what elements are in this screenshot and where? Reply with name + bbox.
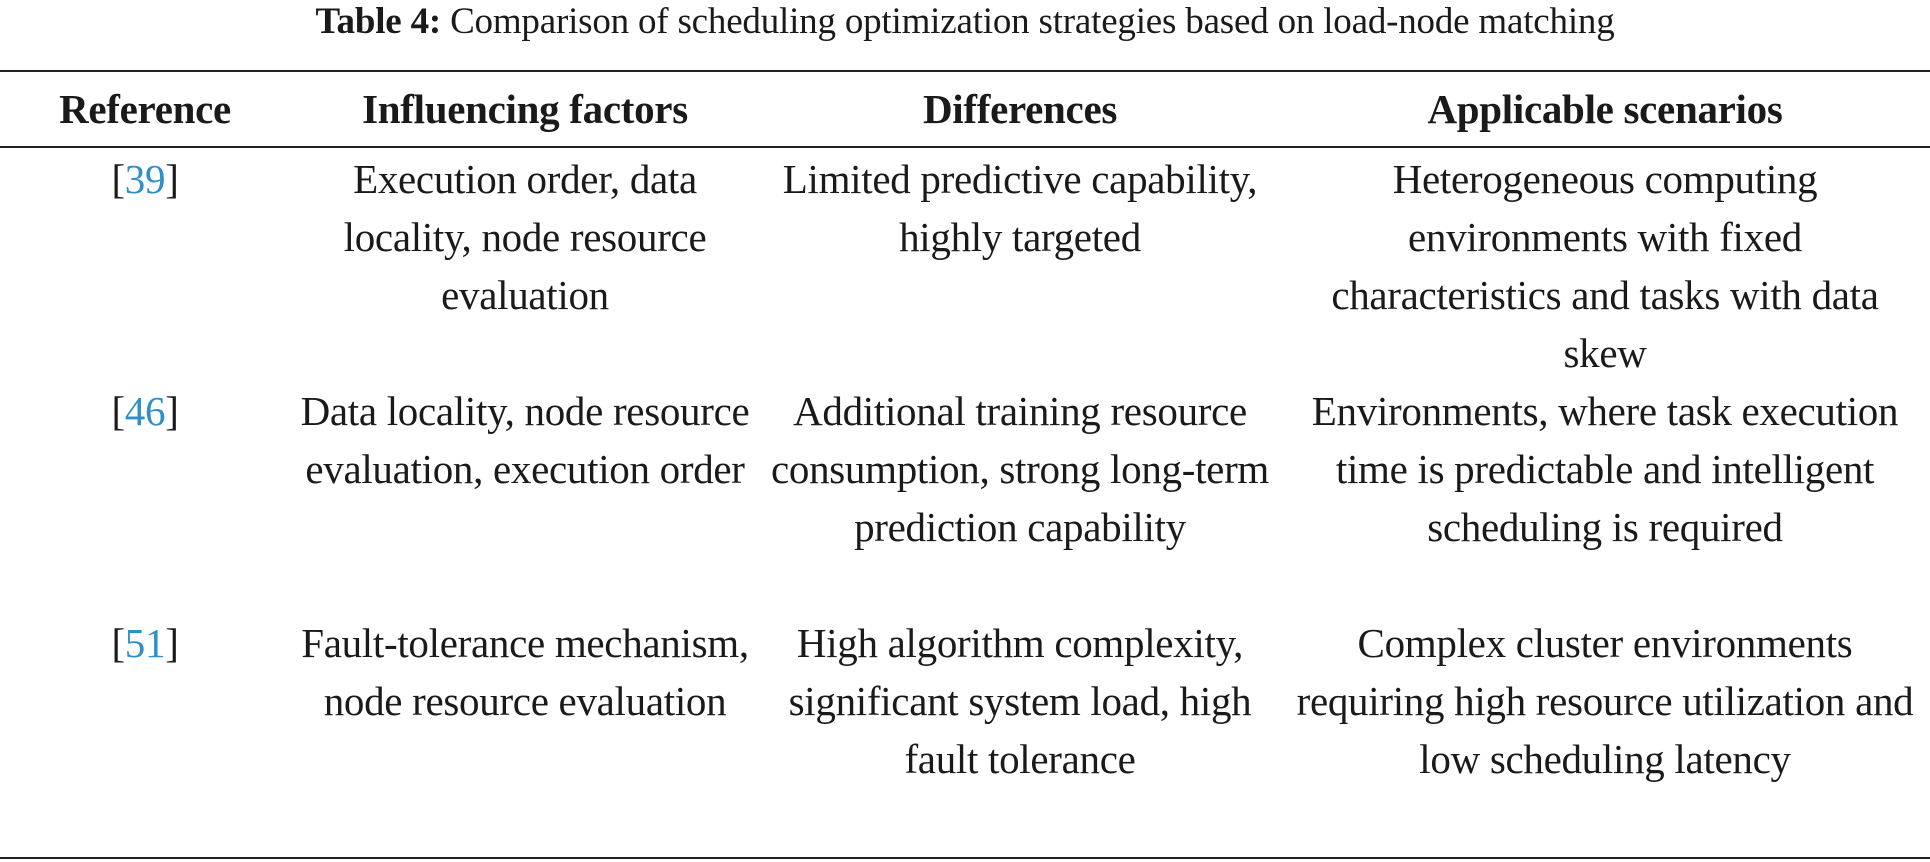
table-row — [0, 146, 1930, 382]
applicable-scenarios-text: Complex cluster environments requiring high resource utilization and low scheduling latency — [1296, 620, 1914, 782]
table-caption — [0, 0, 1930, 44]
header-reference: Reference — [59, 86, 231, 132]
table-caption-text: Comparison of scheduling optimization strategies based on load-node matching — [450, 1, 1615, 42]
differences-text: Additional training resource consumption, strong long-term prediction capability — [770, 388, 1270, 550]
comparison-table — [0, 72, 1930, 846]
applicable-scenarios-text: Heterogeneous computing environments with fixed characteristics and tasks with data skew — [1331, 156, 1879, 376]
applicable-scenarios-cell — [1280, 146, 1930, 382]
influencing-factors-cell — [290, 382, 760, 614]
influencing-factors-text: Execution order, data locality, node resource evaluation — [343, 156, 707, 318]
influencing-factors-cell — [290, 614, 760, 846]
applicable-scenarios-cell — [1280, 382, 1930, 614]
influencing-factors-cell — [290, 146, 760, 382]
header-influencing-factors: Influencing factors — [362, 86, 688, 132]
ref-open-bracket: [ — [111, 620, 125, 666]
applicable-scenarios-text: Environments, where task execution time is predictable and intelligent scheduling is required — [1311, 388, 1899, 550]
ref-close-bracket: ] — [165, 620, 179, 666]
differences-cell — [760, 382, 1280, 614]
table-caption-label: Table 4: — [315, 1, 442, 42]
reference-cell — [0, 146, 290, 382]
applicable-scenarios-cell — [1280, 614, 1930, 846]
influencing-factors-text: Data locality, node resource evaluation, execution order — [300, 388, 750, 492]
ref-close-bracket: ] — [165, 156, 179, 202]
ref-close-bracket: ] — [165, 388, 179, 434]
differences-cell — [760, 614, 1280, 846]
reference-cell — [0, 382, 290, 614]
reference-link[interactable]: 46 — [124, 388, 166, 434]
reference-link[interactable]: 39 — [124, 156, 166, 202]
differences-text: Limited predictive capability, highly targeted — [782, 156, 1258, 260]
differences-text: High algorithm complexity, significant system load, high fault tolerance — [788, 620, 1252, 782]
header-differences: Differences — [922, 86, 1117, 132]
ref-open-bracket: [ — [111, 156, 125, 202]
table-row — [0, 614, 1930, 846]
reference-cell — [0, 614, 290, 846]
table-bottom-rule — [0, 857, 1930, 859]
table-header-row — [0, 72, 1930, 146]
table-row — [0, 382, 1930, 614]
influencing-factors-text: Fault-tolerance mechanism, node resource evaluation — [301, 620, 749, 724]
differences-cell — [760, 146, 1280, 382]
reference-link[interactable]: 51 — [124, 620, 166, 666]
ref-open-bracket: [ — [111, 388, 125, 434]
header-applicable-scenarios: Applicable scenarios — [1427, 86, 1783, 132]
